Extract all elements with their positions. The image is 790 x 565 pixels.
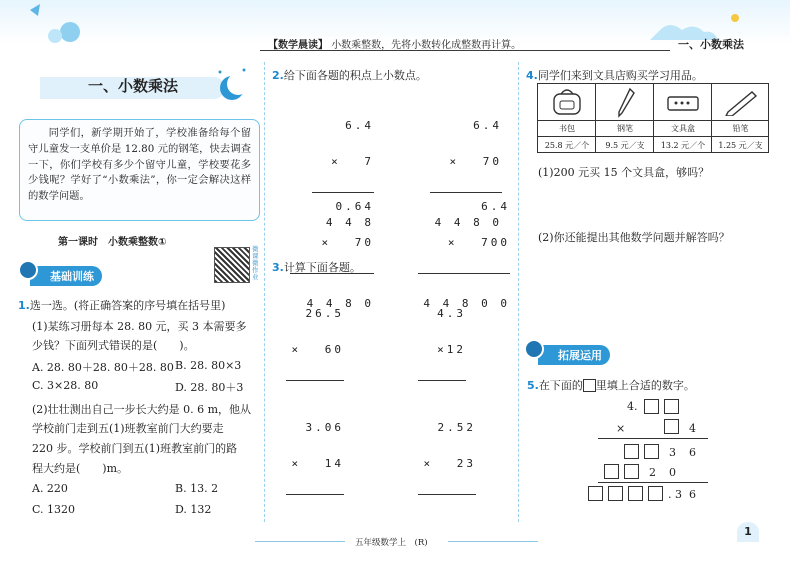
footer-rule-left [255, 541, 345, 542]
q3-calc-3 [286, 398, 344, 507]
q1-option[interactable]: C. 1320 [32, 503, 76, 516]
q1-option[interactable]: A. 28. 80＋28. 80＋28. 80 [32, 361, 174, 374]
chapter-title: 一、小数乘法 [88, 77, 179, 95]
header-tag: 【数学晨读】 [268, 40, 328, 51]
calc-result: 4 4 8 [325, 216, 374, 229]
q1-sub2-line: 学校前门走到五(1)班教室前门大约要走 [32, 422, 224, 435]
q1-option[interactable]: D. 28. 80＋3 [175, 381, 244, 394]
calc-multiplier: × 70 [321, 236, 374, 249]
digit: 6 [689, 446, 696, 459]
digit: 6 [689, 488, 696, 501]
column-divider-2 [518, 62, 519, 522]
item-name: 文具盒 [671, 124, 695, 133]
q1-sub2-line: 220 步。学校前门到五(1)班教室前门的路 [32, 442, 238, 455]
q3-calc-1 [286, 284, 344, 393]
item-name: 书包 [559, 124, 575, 133]
footer-text: 五年级数学上 (R) [355, 538, 428, 548]
q1-sub2-line: (2)壮壮测出自己一步长大约是 0. 6 m，他从 [32, 403, 251, 416]
calc-result: 4 4 8 0 [306, 297, 374, 310]
header-slogan-text: 小数乘整数，先将小数转化成整数再计算。 [331, 40, 522, 51]
q4-sub2: (2)你还能提出其他数学问题并解答吗？ [538, 231, 730, 244]
section-badge-extend: 拓展运用 [538, 345, 610, 365]
table-rule [538, 136, 769, 137]
calc-multiplier: ×12 [437, 343, 466, 356]
q3-heading [272, 259, 361, 275]
page-number: 1 [737, 522, 759, 542]
q3-calc-2 [418, 284, 466, 393]
footer-rule-right [448, 541, 538, 542]
intro-box: 同学们，新学期开始了，学校准备给每个留守儿童发一支单价是 12.80 元的钢笔，快去调查一下，你们学校有多少个留守儿童，学校要花多少钱呢？学好了“小数乘法”，你一定会解决这样的数学问题。 [19, 119, 260, 221]
digit: 4 [689, 422, 696, 435]
calc-operand: 3.06 [305, 421, 344, 434]
q5-heading [527, 377, 695, 393]
answer-box[interactable] [624, 444, 639, 459]
header-slogan [268, 36, 521, 51]
answer-box[interactable] [664, 419, 679, 434]
answer-box[interactable] [648, 486, 663, 501]
calc-operand: 0.64 [335, 200, 374, 213]
calc-operand: 6.4 [481, 200, 510, 213]
calc-result: 4 4 8 0 [434, 216, 502, 229]
item-price: 13.2 元／个 [660, 141, 706, 150]
q3-text: 计算下面各题。 [283, 261, 361, 274]
student-icon [18, 260, 38, 280]
student-icon [524, 339, 544, 359]
calc-rule [598, 438, 708, 439]
answer-box[interactable] [644, 444, 659, 459]
q1-option[interactable]: B. 28. 80×3 [175, 359, 242, 372]
lesson-title: 第一课时 小数乘整数① [58, 237, 167, 248]
q1-sub2-line: 程大约是( )m。 [32, 462, 129, 475]
answer-box[interactable] [664, 399, 679, 414]
q2-number: 2. [272, 69, 284, 82]
answer-box[interactable] [604, 464, 619, 479]
blank-box-icon [583, 379, 596, 392]
q4-heading [526, 67, 703, 83]
item-name: 铅笔 [732, 124, 749, 133]
calc-multiplier: × 700 [447, 236, 510, 249]
calc-operand: 6.4 [473, 119, 502, 132]
q2-text: 给下面各题的积点上小数点。 [283, 69, 427, 82]
calc-rule [418, 494, 476, 495]
times-sign: × [616, 422, 626, 435]
calc-operand: 6.4 [345, 119, 374, 132]
q2-heading [272, 67, 427, 83]
digit: 2 [649, 466, 656, 479]
q1-number: 1. [18, 299, 30, 312]
digit: 3 [669, 446, 676, 459]
digit: 0 [669, 466, 676, 479]
q1-sub1-line: 少钱？下面列式错误的是( )。 [32, 339, 195, 352]
answer-box[interactable] [628, 486, 643, 501]
calc-multiplier: × 60 [291, 343, 344, 356]
calc-multiplier: × 7 [331, 155, 374, 168]
calc-rule [418, 380, 466, 381]
item-price: 25.8 元／个 [544, 141, 590, 150]
calc-multiplier: × 14 [291, 457, 344, 470]
header-divider [260, 50, 670, 51]
digit: 4. [627, 400, 638, 413]
table-rule [538, 120, 769, 121]
calc-result: 4 4 8 0 0 [423, 297, 510, 310]
calc-rule [418, 273, 510, 274]
calc-multiplier: × 23 [423, 457, 476, 470]
pencil-icon [722, 88, 760, 116]
header-unit: 一、小数乘法 [678, 38, 744, 51]
q5-number: 5. [527, 379, 539, 392]
q5-text-a: 在下面的 [538, 379, 583, 392]
calc-operand: 26.5 [305, 307, 344, 320]
q4-text: 同学们来到文具店购买学习用品。 [537, 69, 703, 82]
schoolbag-icon [551, 88, 583, 116]
answer-box[interactable] [624, 464, 639, 479]
item-price: 1.25 元／支 [718, 141, 763, 150]
digit: . 3 [668, 488, 682, 501]
qr-label: 微课微作业 [252, 245, 259, 281]
price-table [537, 83, 769, 153]
q3-number: 3. [272, 261, 284, 274]
answer-box[interactable] [608, 486, 623, 501]
fountain-pen-icon [616, 87, 636, 119]
q5-vertical-calc [580, 398, 710, 510]
q4-sub1: (1)200 元买 15 个文具盒，够吗？ [538, 166, 710, 179]
qr-code[interactable] [214, 247, 250, 283]
calc-rule [286, 380, 344, 381]
section-badge-basic: 基础训练 [30, 266, 102, 286]
pencil-case-icon [666, 94, 700, 112]
calc-operand: 2.52 [437, 421, 476, 434]
calc-multiplier: × 70 [449, 155, 502, 168]
answer-box[interactable] [588, 486, 603, 501]
q1-sub1-line: (1)某练习册每本 28. 80 元，买 3 本需要多 [32, 320, 247, 333]
q1-heading [18, 297, 225, 313]
calc-rule [598, 482, 708, 483]
column-divider-1 [264, 62, 265, 522]
q1-option[interactable]: C. 3×28. 80 [32, 379, 99, 392]
q1-option[interactable]: D. 132 [175, 503, 212, 516]
item-name: 钢笔 [617, 124, 633, 133]
q4-number: 4. [526, 69, 538, 82]
answer-box[interactable] [644, 399, 659, 414]
q1-option[interactable]: A. 220 [32, 482, 68, 495]
q5-text-b: 里填上合适的数字。 [595, 379, 695, 392]
q1-text: 选一选。(将正确答案的序号填在括号里) [29, 299, 226, 312]
moon-icon [212, 66, 252, 106]
calc-rule [286, 494, 344, 495]
q1-option[interactable]: B. 13. 2 [175, 482, 219, 495]
calc-operand: 4.3 [437, 307, 466, 320]
q3-calc-4 [418, 398, 476, 507]
item-price: 9.5 元／支 [605, 141, 645, 150]
